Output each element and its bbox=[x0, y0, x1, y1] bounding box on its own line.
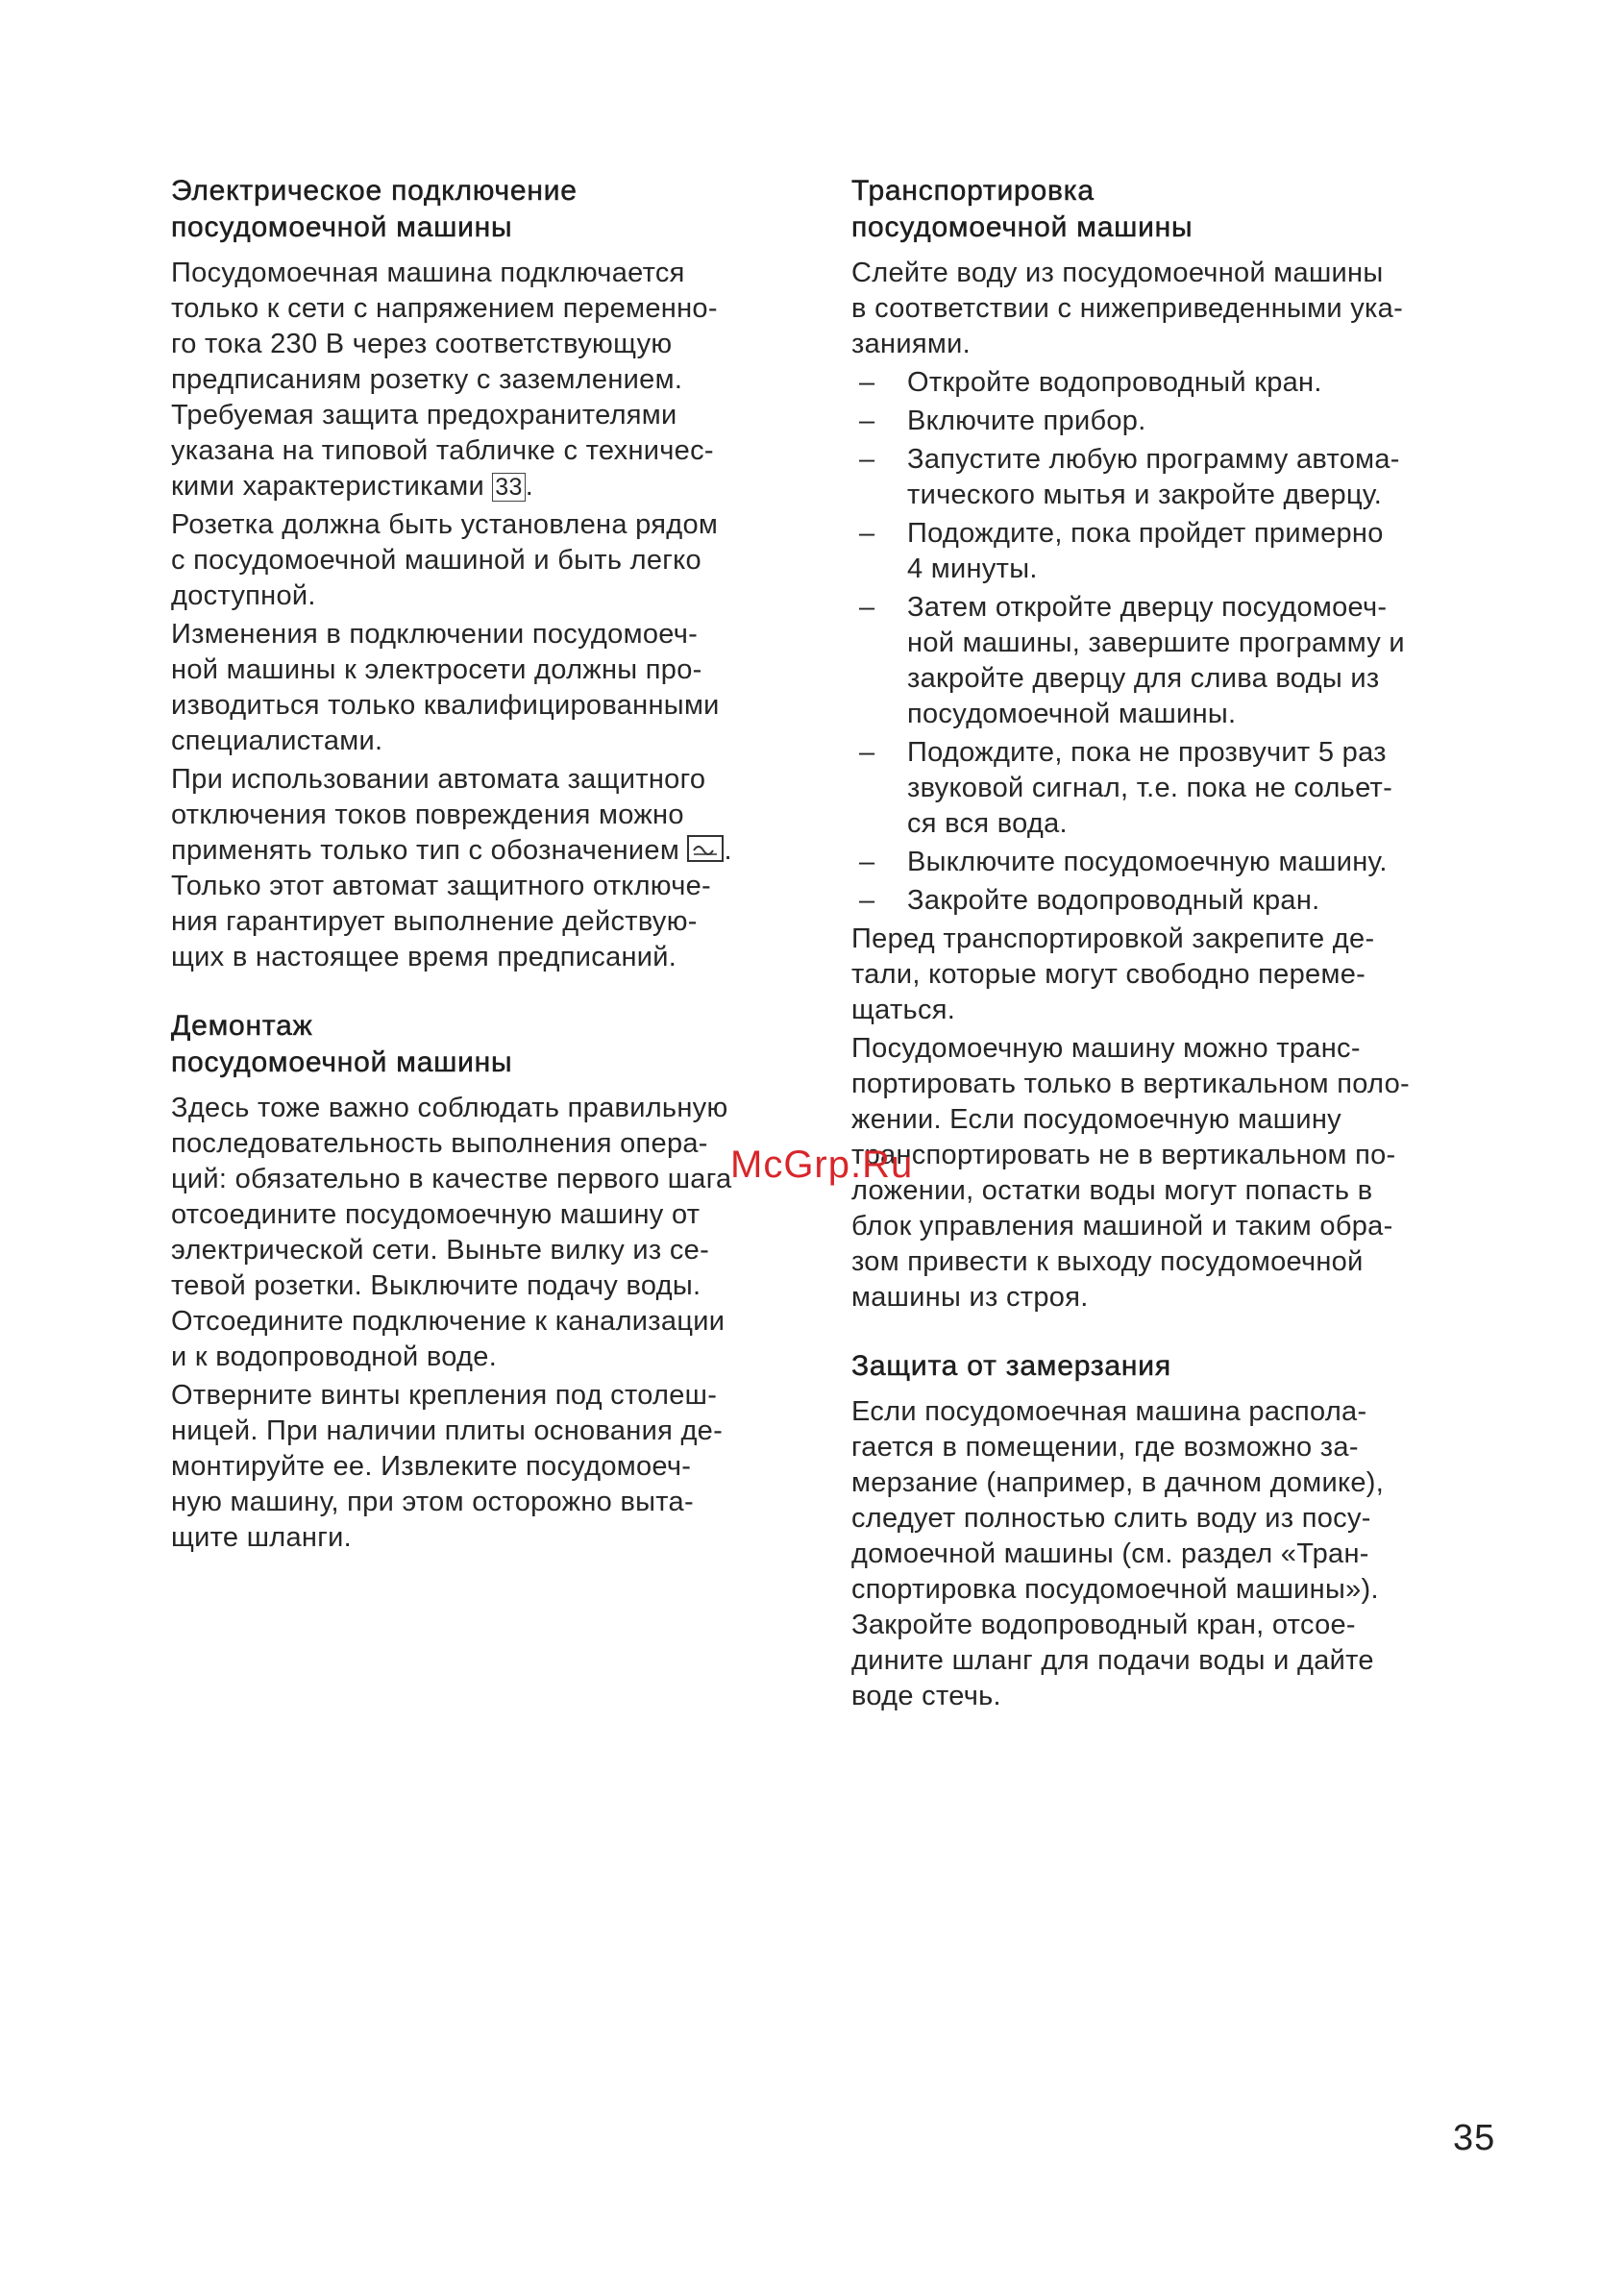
text-line bbox=[171, 469, 810, 504]
text-line: Перед транспортировкой закрепите де- bbox=[851, 923, 1375, 954]
text-line: Подождите, пока пройдет примерно bbox=[907, 518, 1384, 549]
list-dash: – bbox=[859, 737, 875, 768]
text-line: транспортировать не в вертикальном по- bbox=[851, 1140, 1396, 1170]
paragraph-transport-intro bbox=[851, 256, 1491, 362]
text-line: Изменения в подключении посудомоеч- bbox=[171, 619, 699, 650]
text-line: Закройте водопроводный кран, отсое- bbox=[851, 1610, 1356, 1640]
list-dash: – bbox=[859, 885, 875, 916]
heading-line: Демонтаж bbox=[171, 1010, 313, 1042]
text-line: блок управления машиной и таким обра- bbox=[851, 1211, 1393, 1242]
text-line: Если посудомоечная машина распола- bbox=[851, 1396, 1367, 1427]
paragraph-electrical-3 bbox=[171, 617, 810, 759]
heading-line: Электрическое подключение bbox=[171, 175, 578, 207]
page-reference-box: 33 bbox=[492, 473, 525, 502]
text-line: изводиться только квалифицированными bbox=[171, 690, 720, 721]
text-line: щих в настоящее время предписаний. bbox=[171, 942, 677, 972]
paragraph-transport-2 bbox=[851, 922, 1491, 1028]
text-line: только к сети с напряжением переменно- bbox=[171, 293, 718, 324]
paragraph-transport-3 bbox=[851, 1031, 1491, 1316]
transport-steps-list bbox=[851, 365, 1491, 919]
text-line: портировать только в вертикальном поло- bbox=[851, 1069, 1410, 1099]
list-item bbox=[851, 365, 1491, 401]
text-line: посудомоечной машины. bbox=[907, 699, 1237, 729]
text-line: указана на типовой табличке с техничес- bbox=[171, 435, 714, 466]
list-item bbox=[851, 883, 1491, 919]
text-fragment: . bbox=[525, 471, 534, 502]
left-column bbox=[171, 173, 810, 1588]
page-number: 35 bbox=[1453, 2118, 1496, 2158]
text-line: спортировка посудомоечной машины»). bbox=[851, 1574, 1379, 1605]
section-transport bbox=[851, 173, 1491, 1316]
right-column bbox=[851, 173, 1491, 1747]
paragraph-dismantling-2 bbox=[171, 1378, 810, 1556]
heading-transport bbox=[851, 173, 1491, 246]
paragraph-frost-1 bbox=[851, 1394, 1491, 1714]
text-line: Розетка должна быть установлена рядом bbox=[171, 509, 719, 540]
text-line: Затем откройте дверцу посудомоеч- bbox=[907, 592, 1388, 623]
text-line: последовательность выполнения опера- bbox=[171, 1128, 708, 1159]
paragraph-dismantling-1 bbox=[171, 1091, 810, 1375]
text-line: в соответствии с нижеприведенными ука- bbox=[851, 293, 1404, 324]
text-line: с посудомоечной машиной и быть легко bbox=[171, 545, 701, 576]
text-line: 4 минуты. bbox=[907, 554, 1038, 584]
text-line: гается в помещении, где возможно за- bbox=[851, 1432, 1359, 1463]
list-dash: – bbox=[859, 406, 875, 436]
text-line: ния гарантирует выполнение действую- bbox=[171, 906, 698, 937]
heading-line: Защита от замерзания bbox=[851, 1350, 1171, 1382]
text-line: электрической сети. Выньте вилку из се- bbox=[171, 1235, 710, 1266]
section-electrical-connection bbox=[171, 173, 810, 975]
text-fragment: кими характеристиками bbox=[171, 471, 484, 502]
text-line: Посудомоечную машину можно транс- bbox=[851, 1033, 1361, 1064]
list-dash: – bbox=[859, 367, 875, 398]
heading-line: посудомоечной машины bbox=[171, 211, 513, 243]
text-line: воде стечь. bbox=[851, 1681, 1001, 1711]
text-line: ций: обязательно в качестве первого шага bbox=[171, 1164, 732, 1194]
text-line: Запустите любую программу автома- bbox=[907, 444, 1400, 475]
text-line: ную машину, при этом осторожно выта- bbox=[171, 1487, 694, 1517]
text-line: тического мытья и закройте дверцу. bbox=[907, 480, 1383, 510]
text-line: щите шланги. bbox=[171, 1522, 352, 1553]
text-line: монтируйте ее. Извлеките посудомоеч- bbox=[171, 1451, 692, 1482]
list-dash: – bbox=[859, 518, 875, 549]
paragraph-electrical-2 bbox=[171, 507, 810, 614]
text-line: Отсоедините подключение к канализации bbox=[171, 1306, 726, 1337]
text-line: жении. Если посудомоечную машину bbox=[851, 1104, 1341, 1135]
text-line: го тока 230 В через соответствующую bbox=[171, 329, 673, 359]
text-line: машины из строя. bbox=[851, 1282, 1089, 1313]
list-item bbox=[851, 404, 1491, 439]
text-line: ложении, остатки воды могут попасть в bbox=[851, 1175, 1373, 1206]
text-line: специалистами. bbox=[171, 726, 383, 756]
text-line: ницей. При наличии плиты основания де- bbox=[171, 1415, 724, 1446]
text-line: доступной. bbox=[171, 580, 316, 611]
text-line: ной машины к электросети должны про- bbox=[171, 654, 702, 685]
paragraph-electrical-4 bbox=[171, 762, 810, 975]
watermark: McGrp.Ru bbox=[730, 1144, 914, 1186]
text-line: дините шланг для подачи воды и дайте bbox=[851, 1645, 1374, 1676]
text-line: Откройте водопроводный кран. bbox=[907, 367, 1322, 398]
text-fragment: применять только тип с обозначением bbox=[171, 835, 680, 866]
text-line: Здесь тоже важно соблюдать правильную bbox=[171, 1093, 728, 1123]
text-line: заниями. bbox=[851, 329, 971, 359]
text-line bbox=[171, 833, 810, 869]
heading-line: посудомоечной машины bbox=[171, 1046, 513, 1078]
text-line: Подождите, пока не прозвучит 5 раз bbox=[907, 737, 1387, 768]
section-frost-protection bbox=[851, 1348, 1491, 1714]
text-line: тевой розетки. Выключите подачу воды. bbox=[171, 1270, 701, 1301]
list-item bbox=[851, 516, 1491, 587]
text-line: закройте дверцу для слива воды из bbox=[907, 663, 1380, 694]
list-dash: – bbox=[859, 444, 875, 475]
text-line: ся вся вода. bbox=[907, 808, 1068, 839]
section-dismantling bbox=[171, 1008, 810, 1556]
text-fragment: . bbox=[724, 835, 732, 866]
text-line: следует полностью слить воду из посу- bbox=[851, 1503, 1371, 1534]
text-line: тали, которые могут свободно переме- bbox=[851, 959, 1366, 990]
text-line: Выключите посудомоечную машину. bbox=[907, 847, 1388, 877]
text-line: Закройте водопроводный кран. bbox=[907, 885, 1320, 916]
text-line: звуковой сигнал, т.е. пока не сольет- bbox=[907, 773, 1393, 803]
list-dash: – bbox=[859, 592, 875, 623]
heading-frost-protection bbox=[851, 1348, 1491, 1385]
text-line: щаться. bbox=[851, 995, 956, 1025]
text-line: ной машины, завершите программу и bbox=[907, 627, 1405, 658]
list-item bbox=[851, 845, 1491, 880]
text-line: домоечной машины (см. раздел «Тран- bbox=[851, 1538, 1369, 1569]
heading-electrical-connection bbox=[171, 173, 810, 246]
heading-dismantling bbox=[171, 1008, 810, 1081]
heading-line: Транспортировка bbox=[851, 175, 1095, 207]
text-line: Слейте воду из посудомоечной машины bbox=[851, 258, 1384, 288]
list-dash: – bbox=[859, 847, 875, 877]
text-line: Только этот автомат защитного отключе- bbox=[171, 871, 712, 901]
list-item bbox=[851, 735, 1491, 842]
text-line: и к водопроводной воде. bbox=[171, 1341, 498, 1372]
text-line: При использовании автомата защитного bbox=[171, 764, 706, 795]
text-line: предписаниям розетку с заземлением. bbox=[171, 364, 683, 395]
text-line: отключения токов повреждения можно bbox=[171, 800, 684, 830]
text-line: зом привести к выходу посудомоечной bbox=[851, 1246, 1364, 1277]
text-line: Отверните винты крепления под столеш- bbox=[171, 1380, 718, 1411]
heading-line: посудомоечной машины bbox=[851, 211, 1193, 243]
text-line: Посудомоечная машина подключается bbox=[171, 258, 685, 288]
list-item bbox=[851, 442, 1491, 513]
paragraph-electrical-1 bbox=[171, 256, 810, 504]
list-item bbox=[851, 590, 1491, 732]
rcd-type-symbol-icon bbox=[687, 835, 724, 862]
text-line: Требуемая защита предохранителями bbox=[171, 400, 677, 431]
text-line: отсоедините посудомоечную машину от bbox=[171, 1199, 701, 1230]
text-line: мерзание (например, в дачном домике), bbox=[851, 1467, 1385, 1498]
text-line: Включите прибор. bbox=[907, 406, 1146, 436]
